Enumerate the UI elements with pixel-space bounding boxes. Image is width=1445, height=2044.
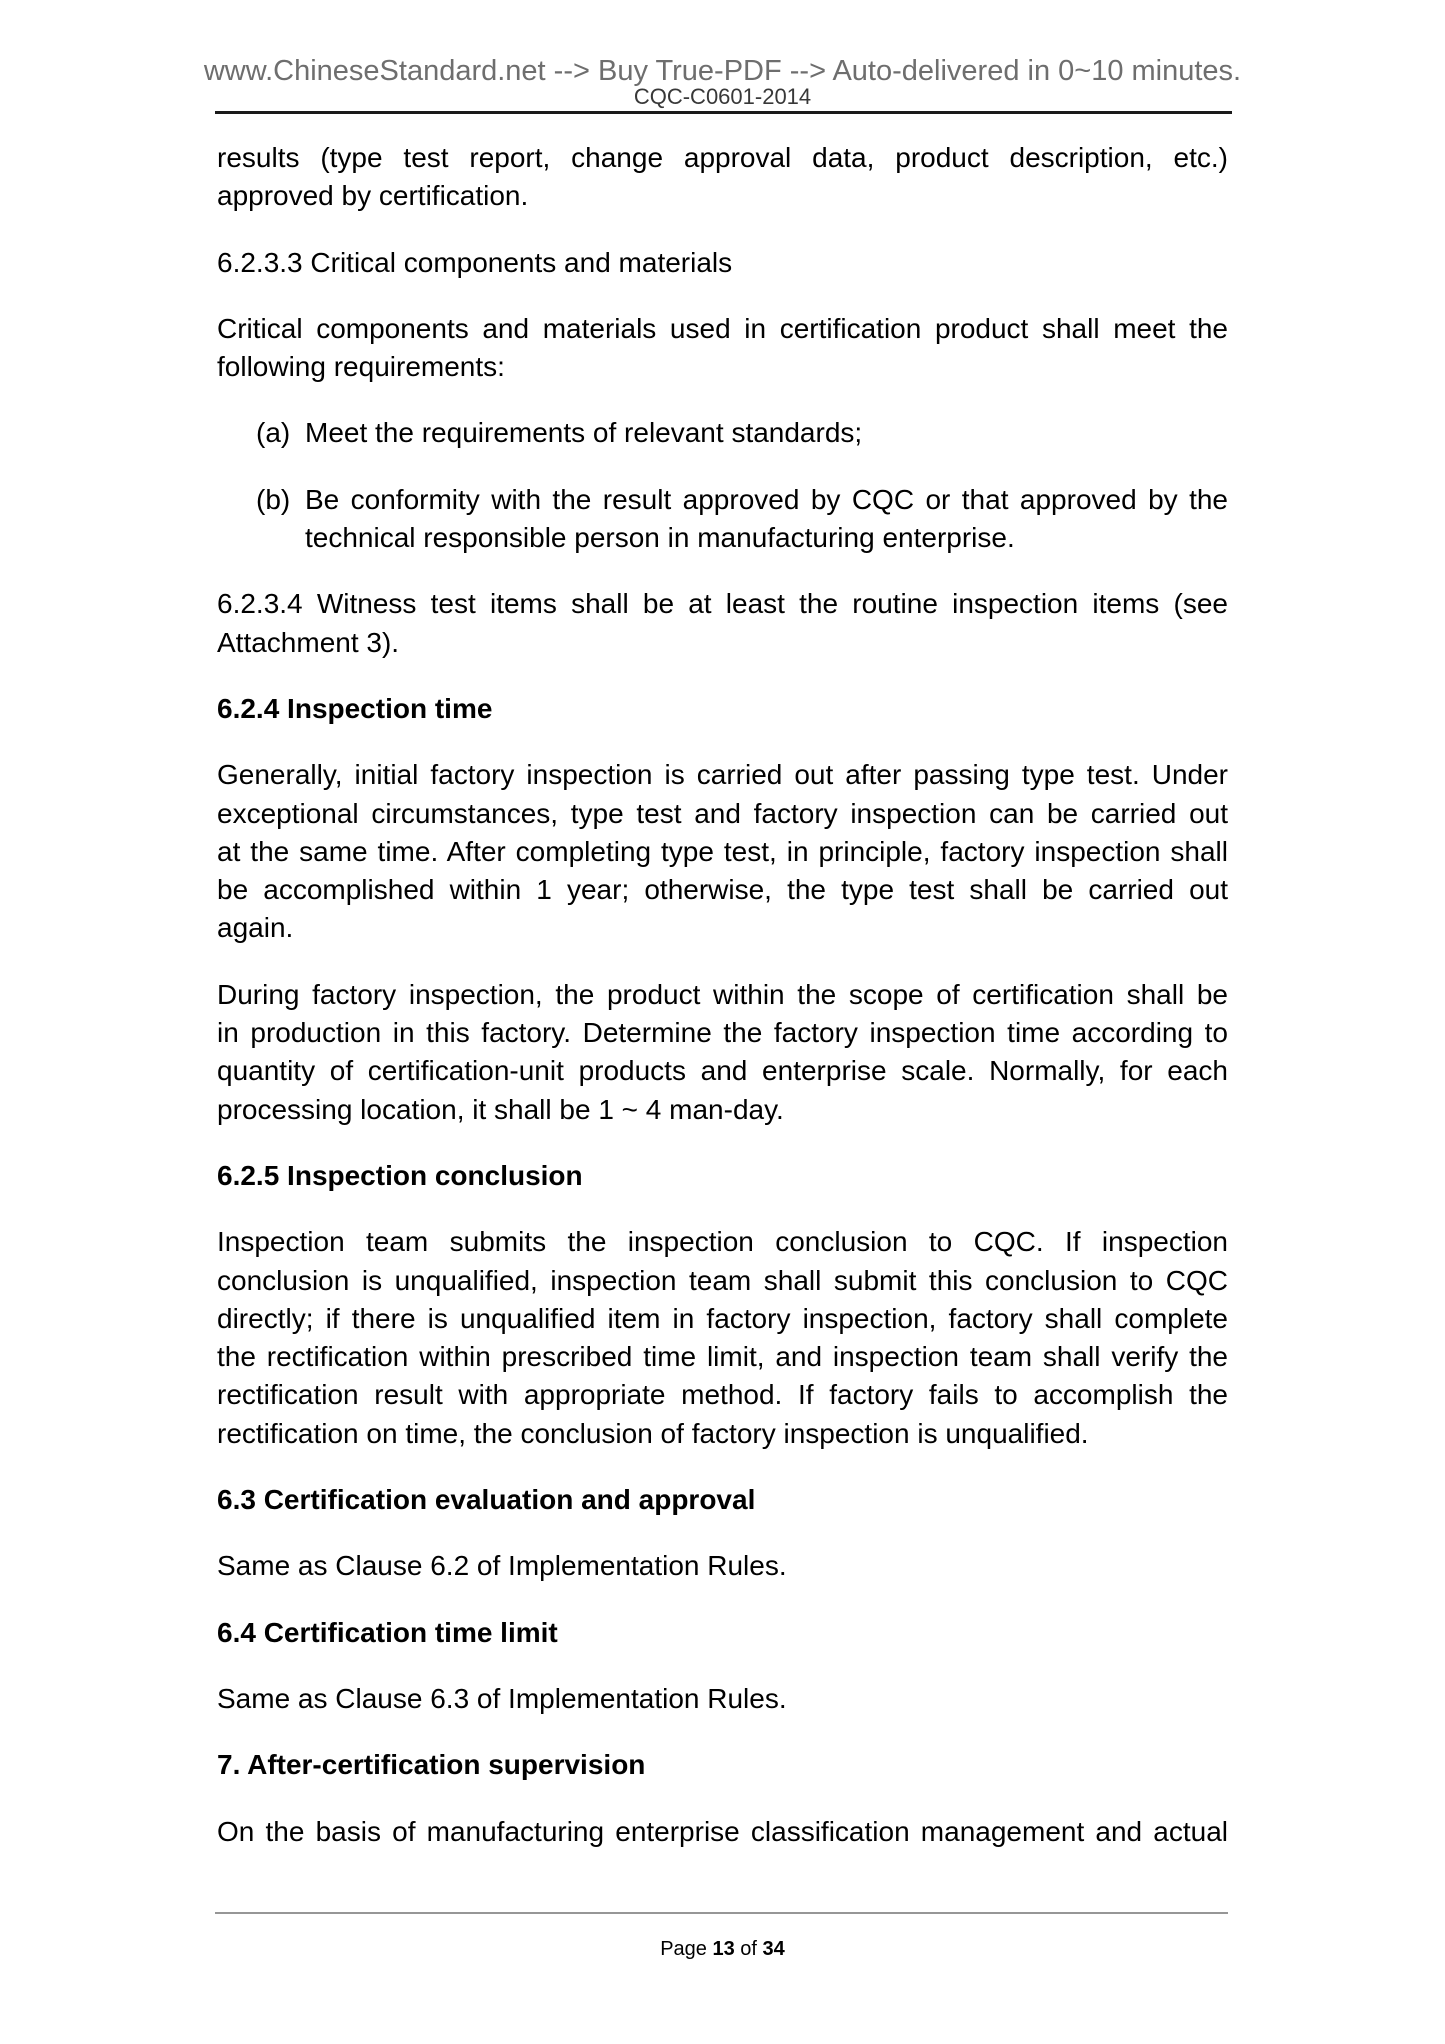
text-line: the rectification within prescribed time limit, and inspection team shall verify the xyxy=(217,1341,1228,1373)
text-line: quantity of certification-unit products and enterprise scale. Normally, for each xyxy=(217,1055,1228,1087)
document-body xyxy=(217,139,1228,1879)
text-line: Attachment 3). xyxy=(217,626,400,658)
list-marker: (a) xyxy=(256,417,291,449)
paragraph xyxy=(217,1813,1228,1851)
text-line: On the basis of manufacturing enterprise classification management and actual xyxy=(217,1815,1228,1847)
text-line: 7. After-certification supervision xyxy=(217,1749,646,1781)
text-line: 6.2.3.3 Critical components and materials xyxy=(217,246,733,278)
paragraph xyxy=(217,976,1228,1129)
paragraph xyxy=(217,310,1228,387)
text-line: exceptional circumstances, type test and factory inspection can be carried out xyxy=(217,797,1228,829)
text-line: 6.2.4 Inspection time xyxy=(217,692,493,724)
text-line: directly; if there is unqualified item in factory inspection, factory shall complete xyxy=(217,1302,1228,1334)
text-line: 6.4 Certification time limit xyxy=(217,1616,558,1648)
header-rule xyxy=(215,111,1232,114)
page-number: 13 xyxy=(712,1938,735,1960)
text-line: During factory inspection, the product within the scope of certification shall be xyxy=(217,978,1228,1010)
document-number: CQC-C0601-2014 xyxy=(633,84,812,109)
text-line: Be conformity with the result approved by CQC or that approved by the xyxy=(305,483,1228,515)
text-line: 6.3 Certification evaluation and approval xyxy=(217,1484,756,1516)
list-item xyxy=(217,481,1228,558)
text-line: 6.2.5 Inspection conclusion xyxy=(217,1159,583,1191)
text-line: approved by certification. xyxy=(217,180,529,212)
heading xyxy=(217,1614,1228,1652)
text-line: Same as Clause 6.3 of Implementation Rules. xyxy=(217,1682,787,1714)
paragraph xyxy=(217,1680,1228,1718)
text-line: again. xyxy=(217,912,294,944)
text-line: Generally, initial factory inspection is carried out after passing type test. Under xyxy=(217,759,1228,791)
paragraph xyxy=(217,244,1228,282)
of-label: of xyxy=(740,1938,757,1960)
page-label: Page xyxy=(660,1938,707,1960)
text-line: rectification on time, the conclusion of factory inspection is unqualified. xyxy=(217,1417,1089,1449)
list-marker: (b) xyxy=(256,483,291,515)
text-line: following requirements: xyxy=(217,351,505,383)
text-line: results (type test report, change approval data, product description, etc.) xyxy=(217,142,1228,173)
text-line: 6.2.3.4 Witness test items shall be at least the routine inspection items (see xyxy=(217,588,1228,620)
list-item xyxy=(217,414,1228,452)
text-line: at the same time. After completing type test, in principle, factory inspection shall xyxy=(217,835,1228,867)
text-line: technical responsible person in manufacturing enterprise. xyxy=(305,522,1015,554)
text-line: Same as Clause 6.2 of Implementation Rules. xyxy=(217,1550,787,1582)
paragraph xyxy=(217,756,1228,947)
paragraph xyxy=(217,1547,1228,1585)
heading xyxy=(217,1481,1228,1519)
paragraph xyxy=(217,139,1228,216)
page-total: 34 xyxy=(762,1938,785,1960)
heading xyxy=(217,1157,1228,1195)
text-line: conclusion is unqualified, inspection team shall submit this conclusion to CQC xyxy=(217,1264,1228,1296)
footer-rule xyxy=(215,1912,1228,1914)
text-line: processing location, it shall be 1 ~ 4 man-day. xyxy=(217,1093,784,1125)
text-line: Critical components and materials used in certification product shall meet the xyxy=(217,312,1228,344)
text-line: Meet the requirements of relevant standards; xyxy=(305,417,863,449)
heading xyxy=(217,690,1228,728)
paragraph xyxy=(217,1223,1228,1453)
text-line: be accomplished within 1 year; otherwise, the type test shall be carried out xyxy=(217,874,1228,906)
heading xyxy=(217,1746,1228,1784)
text-line: rectification result with appropriate method. If factory fails to accomplish the xyxy=(217,1379,1228,1411)
page-indicator xyxy=(0,1936,1445,1962)
site-banner: www.ChineseStandard.net --> Buy True-PDF --> Auto-delivered in 0~10 minutes. xyxy=(203,55,1242,87)
paragraph xyxy=(217,585,1228,662)
text-line: in production in this factory. Determine the factory inspection time according to xyxy=(217,1017,1228,1049)
text-line: Inspection team submits the inspection conclusion to CQC. If inspection xyxy=(217,1226,1228,1258)
